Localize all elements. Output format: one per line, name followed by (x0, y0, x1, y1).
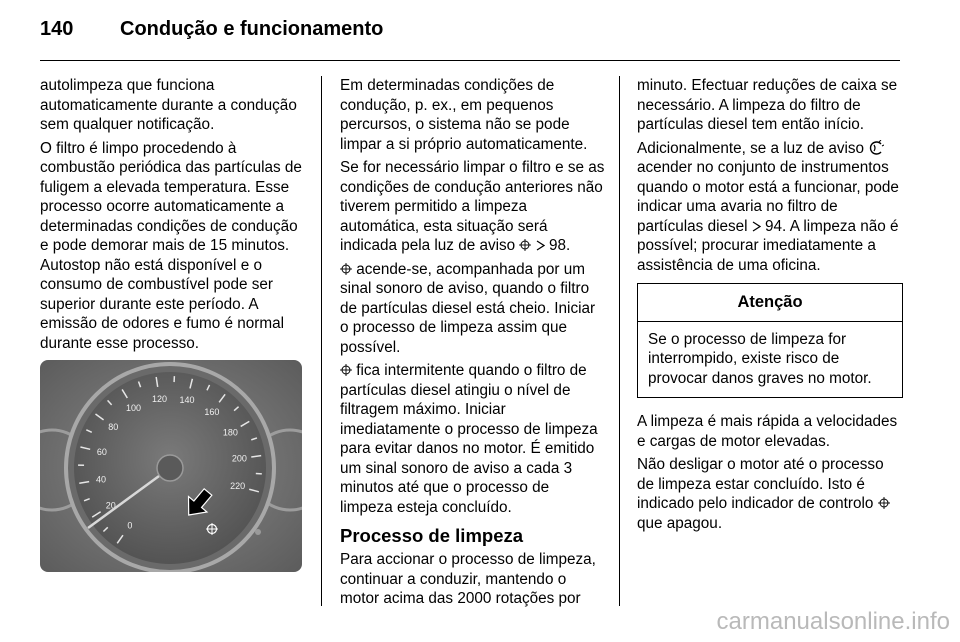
dpf-icon (340, 364, 352, 376)
gauge-label: 180 (222, 427, 238, 438)
page-reference: 98. (548, 237, 571, 254)
paragraph-text: acende-se, acompanhada por um sinal sonoro de aviso, quando o filtro de partículas diesel está cheio. Iniciar o processo de limpeza assim que possível. (340, 260, 596, 356)
gauge-label: 40 (95, 474, 106, 485)
gauge-label: 80 (108, 421, 119, 432)
paragraph-text: Não desligar o motor até o processo de limpeza estar concluído. Isto é indicado pelo indicador de controlo (637, 456, 884, 512)
gauge-label: 140 (179, 395, 195, 406)
column-divider-2 (619, 76, 620, 606)
watermark: carmanualsonline.info (716, 608, 950, 635)
speedometer-figure (40, 360, 302, 572)
paragraph (340, 361, 606, 517)
page-reference-icon (536, 240, 545, 251)
gauge-label: 220 (230, 481, 246, 492)
gauge-label: 60 (96, 447, 107, 458)
header-rule (40, 60, 900, 61)
paragraph (340, 260, 606, 358)
dpf-icon (340, 263, 352, 275)
chapter-title: Condução e funcionamento (120, 18, 384, 40)
page-reference: 94. A limpeza não é possível; procurar imediatamente a assistência de uma oficina. (637, 217, 899, 274)
paragraph (637, 139, 903, 276)
paragraph (637, 455, 903, 533)
column-2 (340, 76, 606, 613)
paragraph: autolimpeza que funciona automaticamente durante a condução sem qualquer notificação. (40, 77, 297, 133)
column-3 (637, 76, 903, 537)
dpf-icon (878, 497, 890, 509)
paragraph: O filtro é limpo procedendo à combustão periódica das partículas de fuligem a elevada temperatura. Esse processo ocorre automaticamente a determinadas condições de condução e pode demorar mais de 15 minutos. Autostop não está disponível e o consumo de combustível pode ser superior durante este período. A emissão de odores e fumo é normal durante esse processo. (40, 139, 302, 352)
paragraph (340, 158, 606, 256)
paragraph: A limpeza é mais rápida a velocidades e cargas de motor elevadas. (637, 413, 898, 450)
glow-plug-icon (868, 140, 884, 156)
gauge-label: 100 (126, 403, 142, 414)
dpf-icon (519, 239, 531, 251)
warning-body: Se o processo de limpeza for interrompido, existe risco de provocar danos graves no motor. (648, 330, 872, 387)
warning-title: Atenção (638, 284, 902, 322)
page-reference-icon (752, 221, 761, 232)
speedometer-illustration (40, 360, 302, 572)
paragraph-text: Se for necessário limpar o filtro e se as condições de condução anteriores não tiverem permitido a limpeza automática, esta situação será indicada pela luz de aviso (340, 159, 605, 254)
needle-hub (157, 455, 183, 481)
warning-box (637, 283, 903, 398)
gauge-label: 160 (204, 406, 220, 417)
gauge-label: 120 (151, 393, 168, 404)
gauge-label: 200 (231, 453, 247, 464)
page-header (40, 18, 900, 58)
paragraph: minuto. Efectuar reduções de caixa se necessário. A limpeza do filtro de partículas diesel tem então início. (637, 77, 898, 133)
paragraph-text: acender no conjunto de instrumentos quando o motor está a funcionar, pode indicar uma avaria no filtro de partículas diesel (637, 159, 899, 235)
paragraph-text: Adicionalmente, se a luz de aviso (637, 139, 865, 157)
column-divider-1 (321, 76, 322, 606)
gauge-label: 0 (127, 520, 133, 531)
paragraph: Em determinadas condições de condução, p. ex., em pequenos percursos, o sistema não se pode limpar a si próprio automaticamente. (340, 77, 588, 153)
gauge-label: 20 (105, 500, 116, 511)
paragraph: Para accionar o processo de limpeza, continuar a conduzir, mantendo o motor acima das 2000 rotações por (340, 551, 596, 607)
column-1 (40, 76, 308, 357)
page-number: 140 (40, 18, 74, 40)
paragraph-text: que apagou. (637, 514, 723, 532)
section-title: Processo de limpeza (340, 525, 524, 546)
paragraph-text: fica intermitente quando o filtro de partículas diesel atingiu o nível de filtragem máximo. Iniciar imediatamente o processo de limpeza para evitar danos no motor. É emitido um sinal sonoro de aviso a cada 3 minutos até que o processo de limpeza esteja concluído. (340, 362, 598, 516)
